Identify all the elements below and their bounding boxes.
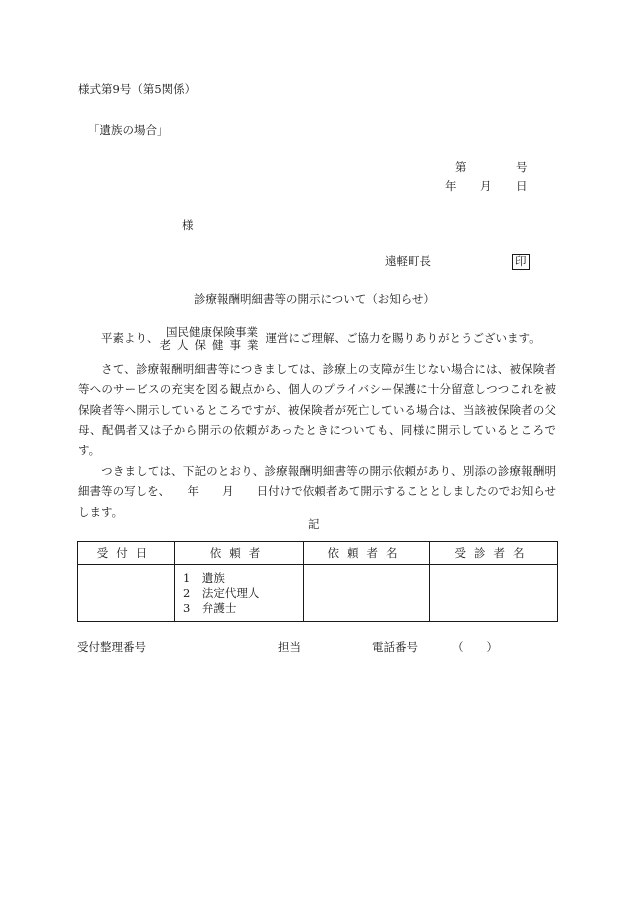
subject-heading: 診療報酬明細書等の開示について（お知らせ） — [194, 292, 435, 306]
addressee-suffix: 様 — [182, 218, 194, 232]
table-row — [78, 565, 558, 622]
p2-text: さて、診療報酬明細書等につきましては、診療上の支障が生じない場合には、被保険者等へのサービスの充実を図る観点から、個人のプライバシー保護に十分留意しつつこれを被保険者等へ開示しているところですが、被保険者が死亡している場合は、当該被保険者の父母、配偶者又は子から開示の依頼があったときについても、同様に開示しているところです。 — [78, 362, 556, 458]
header-receipt-date: 受付日 — [78, 542, 175, 565]
seal-mark: 印 — [512, 254, 530, 270]
tanto-label: 担当 — [278, 640, 301, 654]
sender-title: 遠軽町長 — [385, 254, 431, 268]
business-type-stack — [160, 326, 265, 352]
form-number: 様式第9号（第5関係） — [78, 82, 197, 96]
p1-suffix: 運営にご理解、ご協力を賜りありがとうございます。 — [265, 331, 541, 345]
cell-receipt-date[interactable] — [78, 565, 175, 622]
p3-text: つきましては、下記のとおり、診療報酬明細書等の開示依頼があり、別添の診療報酬明細書等の写しを、 年 月 日付けで依頼者あて開示することとしましたのでお知らせします。 — [78, 464, 556, 519]
requester-option-lawyer: 3 弁護士 — [183, 601, 237, 615]
requester-option-bereaved: 1 遺族 — [183, 571, 225, 585]
ki-mark: 記 — [308, 517, 320, 531]
request-table — [77, 541, 558, 622]
header-patient-name: 受診者名 — [430, 542, 558, 565]
case-title: 「遺族の場合」 — [88, 123, 169, 137]
doc-number-dai: 第 — [455, 160, 467, 174]
header-requester-name: 依頼者名 — [304, 542, 430, 565]
requester-option-legal-rep: 2 法定代理人 — [183, 586, 260, 600]
cell-requester-name[interactable] — [304, 565, 430, 622]
stack-top: 国民健康保険事業 — [166, 325, 258, 339]
body-paragraph-2 — [78, 359, 556, 460]
receipt-number-label: 受付整理番号 — [77, 640, 146, 654]
date-month: 月 — [480, 179, 492, 193]
phone-paren: （ ） — [452, 640, 498, 654]
phone-label: 電話番号 — [372, 640, 418, 654]
date-year: 年 — [445, 179, 457, 193]
cell-patient-name[interactable] — [430, 565, 558, 622]
date-day: 日 — [516, 179, 528, 193]
stack-bottom: 老人保健事業 — [159, 338, 265, 352]
cell-requester[interactable] — [175, 565, 304, 622]
requester-options — [175, 571, 303, 616]
body-paragraph-3 — [78, 461, 556, 522]
header-requester: 依頼者 — [175, 542, 304, 565]
p1-prefix: 平素より、 — [101, 331, 159, 345]
doc-number-go: 号 — [516, 160, 528, 174]
table-header-row — [78, 542, 558, 565]
body-paragraph-1 — [78, 326, 556, 352]
